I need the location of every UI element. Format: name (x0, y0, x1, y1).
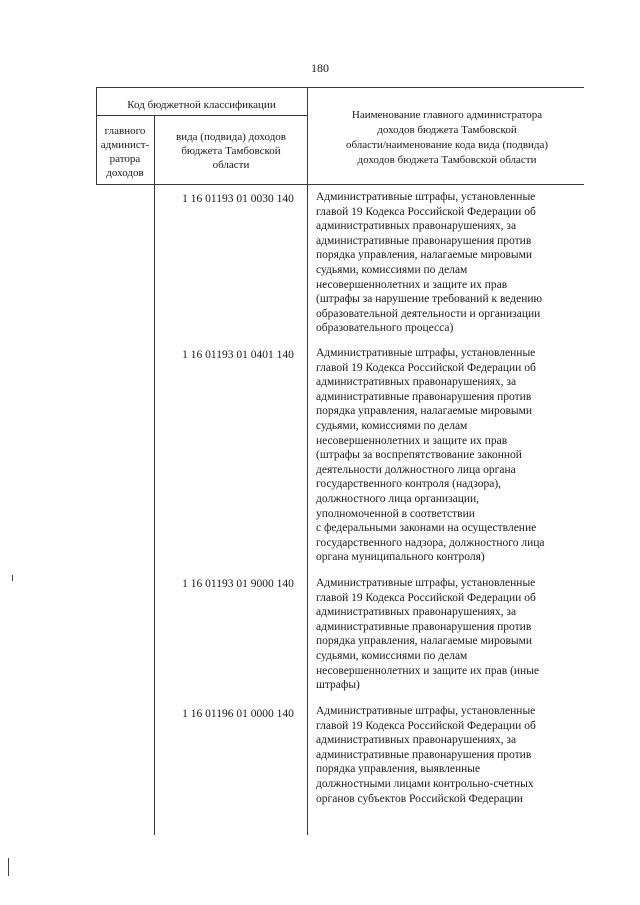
column-divider-1 (154, 115, 155, 835)
income-description: Административные штрафы, установленные главой 19 Кодекса Российской Федерации об административных правонарушениях, за административные правонарушения против порядка управления, налагаемые мировыми судьями, комиссиями по делам несовершеннолетних и защите их прав (штрафы за нарушение требований к ведению образовательной деятельности и организации образовательного процесса) (316, 191, 543, 335)
income-code: 1 16 01193 01 0401 140 (182, 349, 294, 361)
income-code: 1 16 01193 01 9000 140 (182, 578, 294, 590)
header-subgroup-rule (96, 115, 307, 116)
table-top-border (96, 87, 584, 88)
income-description: Административные штрафы, установленные главой 19 Кодекса Российской Федерации об административных правонарушениях, за административные правонарушения против порядка управления, налагаемые мировыми судьями, комиссиями по делам несовершеннолетних и защите их прав (иные штрафы) (316, 577, 540, 692)
header-bottom-rule (96, 184, 584, 185)
header-group-title: Код бюджетной классификации (127, 99, 276, 111)
income-description: Административные штрафы, установленные главой 19 Кодекса Российской Федерации об административных правонарушениях, за административные правонарушения против порядка управления, налагаемые мировыми судьями, комиссиями по делам несовершеннолетних и защите их прав (штрафы за воспрепятствование законной деятельности должностного лица органа государственного контроля (надзора), должностного лица организации, уполномоченной в соответствии с федеральными законами на осуществление государственного надзора, должностного лица органа муниципального контроля) (316, 347, 545, 564)
scan-mark (8, 858, 9, 876)
income-code: 1 16 01196 01 0000 140 (182, 708, 294, 720)
header-name-column: Наименование главного администратора доходов бюджета Тамбовской области/наименование кода вида (подвида) доходов бюджета Тамбовской области (345, 109, 549, 166)
header-admin-column: главного админист- ратора доходов (100, 125, 150, 179)
scan-mark (12, 575, 13, 581)
income-code: 1 16 01193 01 0030 140 (182, 193, 294, 205)
income-description: Административные штрафы, установленные главой 19 Кодекса Российской Федерации об административных правонарушениях, за административные правонарушения против порядка управления, выявленные должностными лицами контрольно-счетных органов субъектов Российской Федерации (316, 705, 536, 805)
header-type-column: вида (подвида) доходов бюджета Тамбовской области (176, 131, 286, 171)
page-number: 180 (311, 61, 329, 75)
